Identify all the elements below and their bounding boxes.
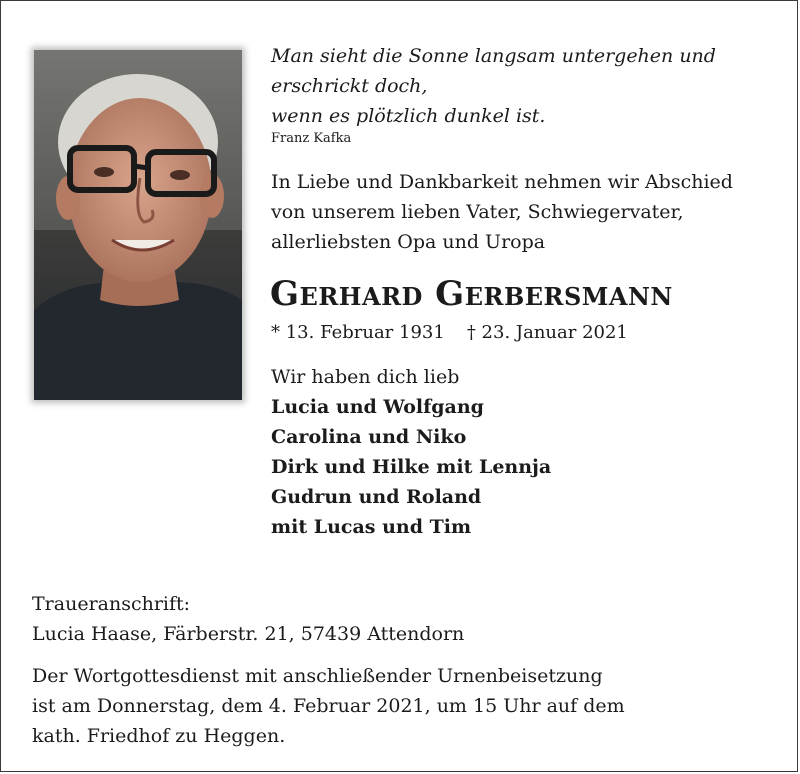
funeral-service-info	[32, 661, 772, 751]
portrait-photo	[34, 50, 242, 400]
mourner-name: Dirk und Hilke mit Lennja	[271, 456, 552, 478]
quote-author: Franz Kafka	[271, 131, 352, 146]
mourner-name: Gudrun und Roland	[271, 486, 482, 508]
quote-line: Man sieht die Sonne langsam untergehen und	[271, 45, 716, 67]
mourner-name: mit Lucas und Tim	[271, 516, 472, 538]
quote-block	[271, 41, 771, 147]
service-line: ist am Donnerstag, dem 4. Februar 2021, um 15 Uhr auf dem	[32, 695, 625, 717]
mourner-name: Carolina und Niko	[271, 426, 467, 448]
portrait-illustration	[34, 50, 242, 400]
life-dates	[271, 319, 771, 347]
deceased-name: Gerhard Gerbersmann	[270, 274, 673, 314]
death-date: † 23. Januar 2021	[466, 322, 628, 343]
mourners-block	[271, 362, 771, 542]
address-label: Traueranschrift:	[32, 593, 191, 615]
mourning-address	[32, 589, 772, 649]
service-line: kath. Friedhof zu Heggen.	[32, 725, 286, 747]
mourner-name: Lucia und Wolfgang	[271, 396, 484, 418]
address-value: Lucia Haase, Färberstr. 21, 57439 Attendorn	[32, 623, 465, 645]
mourners-intro: Wir haben dich lieb	[271, 366, 460, 388]
birth-date: * 13. Februar 1931	[271, 322, 445, 343]
farewell-line: von unserem lieben Vater, Schwiegervater,	[271, 201, 684, 223]
farewell-line: allerliebsten Opa und Uropa	[271, 231, 546, 253]
quote-line: wenn es plötzlich dunkel ist.	[271, 105, 546, 127]
farewell-line: In Liebe und Dankbarkeit nehmen wir Abschied	[271, 171, 733, 193]
service-line: Der Wortgottesdienst mit anschließender Urnenbeisetzung	[32, 665, 603, 687]
farewell-text	[271, 167, 781, 257]
quote-line: erschrickt doch,	[271, 75, 428, 97]
